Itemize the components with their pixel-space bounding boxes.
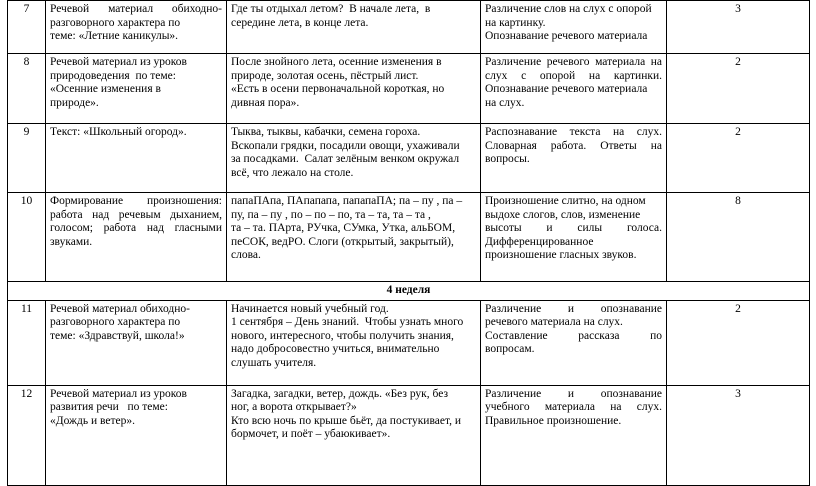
text-line: Речевой материал обиходно- (50, 3, 222, 15)
lesson-content (227, 54, 481, 124)
text-line: развития речи по теме: (50, 401, 168, 413)
text-line: ног, а ворота открывает?» (231, 401, 357, 413)
text-line: Составление рассказа по (485, 329, 662, 342)
text-line: вопросам. (485, 343, 535, 355)
text-line: Различение и опознавание (485, 387, 662, 400)
text-line: Тыква, тыквы, кабачки, семена гороха. (231, 126, 421, 138)
table-row-10 (8, 193, 810, 282)
text-line: середине лета, в конце лета. (231, 16, 369, 29)
text-line: Опознавание речевого материала (485, 83, 648, 95)
text-line: дивная пора». (231, 96, 300, 109)
text-line: на картинку. (485, 16, 546, 29)
text-line: теме: «Летние каникулы». (50, 30, 179, 42)
lesson-number: 9 (8, 124, 46, 193)
lesson-hours: 8 (667, 193, 810, 282)
lesson-goal (481, 1, 667, 54)
text-line: за посадками. Салат зелёным венком окружал (231, 153, 460, 165)
text-line: надо добросовестно учиться, внимательно (231, 343, 440, 355)
text-line: природе». (50, 96, 99, 109)
lesson-goal (481, 193, 667, 282)
text-line: После знойного лета, осенние изменения в (231, 56, 442, 68)
lesson-number: 8 (8, 54, 46, 124)
lesson-topic (46, 385, 227, 485)
text-line: произношение гласных звуков. (485, 249, 637, 261)
text-line: нового, интересного, чтобы получить знания, (231, 329, 454, 342)
week-header-row (8, 282, 810, 301)
text-line: «Осенние изменения в (50, 83, 161, 95)
text-line: 1 сентября – День знаний. Чтобы узнать много (231, 316, 464, 328)
lesson-goal (481, 124, 667, 193)
text-line: Распознавание текста на слух. (485, 126, 662, 138)
lesson-hours: 2 (667, 124, 810, 193)
lesson-number: 7 (8, 1, 46, 54)
table-row-9 (8, 124, 810, 193)
text-line: Правильное произношение. (485, 414, 622, 427)
lesson-goal (481, 300, 667, 385)
text-line: слушать учителя. (231, 356, 317, 369)
lesson-goal (481, 54, 667, 124)
lesson-topic (46, 124, 227, 193)
lesson-hours: 3 (667, 385, 810, 485)
text-line: всё, что лежало на столе. (231, 166, 354, 179)
text-line: Вскопали грядки, посадили овощи, ухаживали (231, 139, 460, 152)
lesson-content (227, 1, 481, 54)
text-line: голосом; работа над гласными (50, 222, 222, 234)
text-line: речевого материала на слух. (485, 316, 623, 328)
text-line: Различение и опознавание (485, 302, 662, 315)
text-line: бормочет, и поёт – убаюкивает». (231, 428, 391, 440)
text-line: Различение речевого материала на (485, 56, 662, 68)
text-line: Опознавание речевого материала (485, 30, 648, 42)
text-line: Словарная работа. Ответы на (485, 139, 662, 152)
text-line: Формирование произношения: (50, 195, 222, 207)
text-line: слова. (231, 249, 261, 261)
lesson-topic (46, 193, 227, 282)
document-page (7, 0, 809, 485)
text-line: папаПАпа, ПАпапапа, папапаПА; па – пу , па – (231, 195, 463, 207)
lesson-content (227, 385, 481, 485)
text-line: учебного материала на слух. (485, 401, 662, 413)
text-line: теме: «Здравствуй, школа!» (50, 329, 185, 342)
table-row-7 (8, 1, 810, 54)
text-line: Кто всю ночь по крыше бьёт, да постукивает, и (231, 414, 462, 427)
lesson-topic (46, 1, 227, 54)
lesson-content (227, 300, 481, 385)
text-line: Начинается новый учебный год. (231, 302, 389, 315)
text-line: Произношение слитно, на одном (485, 195, 646, 207)
lesson-goal (481, 385, 667, 485)
lesson-content (227, 193, 481, 282)
lesson-plan-table (7, 0, 810, 486)
text-line: Речевой материал из уроков (50, 387, 187, 400)
lesson-topic (46, 54, 227, 124)
text-line: пу, па – пу , по – по – по, та – та, та – та , (231, 208, 431, 221)
text-line: Различение слов на слух с опорой (485, 3, 652, 15)
week-header: 4 неделя (8, 282, 810, 301)
text-line: Загадка, загадки, ветер, дождь. «Без рук, без (231, 387, 449, 400)
text-line: работа над речевым дыханием, (50, 208, 222, 221)
text-line: «Есть в осени первоначальной короткая, но (231, 83, 445, 95)
text-line: Речевой материал обиходно- (50, 302, 191, 315)
text-line: «Дождь и ветер». (50, 414, 135, 427)
lesson-hours: 3 (667, 1, 810, 54)
text-line: звуками. (50, 235, 93, 248)
text-line: разговорного характера по (50, 16, 181, 29)
lesson-topic (46, 300, 227, 385)
table-row-12 (8, 385, 810, 485)
lesson-content (227, 124, 481, 193)
text-line: разговорного характера по (50, 316, 181, 328)
text-line: высоты и силы голоса. (485, 222, 662, 234)
text-line: Текст: «Школьный огород». (50, 126, 187, 138)
text-line: Речевой материал из уроков (50, 56, 187, 68)
text-line: природоведения по теме: (50, 69, 176, 82)
text-line: пеСОК, ведРО. Слоги (открытый, закрытый), (231, 235, 454, 248)
lesson-hours: 2 (667, 54, 810, 124)
text-line: природе, золотая осень, пёстрый лист. (231, 69, 419, 82)
lesson-number: 10 (8, 193, 46, 282)
text-line: Дифференцированное (485, 235, 594, 248)
lesson-number: 11 (8, 300, 46, 385)
text-line: слух с опорой на картинки. (485, 69, 662, 82)
lesson-number: 12 (8, 385, 46, 485)
table-row-8 (8, 54, 810, 124)
lesson-hours: 2 (667, 300, 810, 385)
text-line: выдохе слогов, слов, изменение (485, 208, 641, 221)
text-line: Где ты отдыхал летом? В начале лета, в (231, 3, 431, 15)
table-row-11 (8, 300, 810, 385)
text-line: вопросы. (485, 153, 530, 165)
text-line: на слух. (485, 96, 525, 109)
text-line: та – та. ПАрта, РУчка, СУмка, Утка, альБОМ, (231, 222, 456, 234)
